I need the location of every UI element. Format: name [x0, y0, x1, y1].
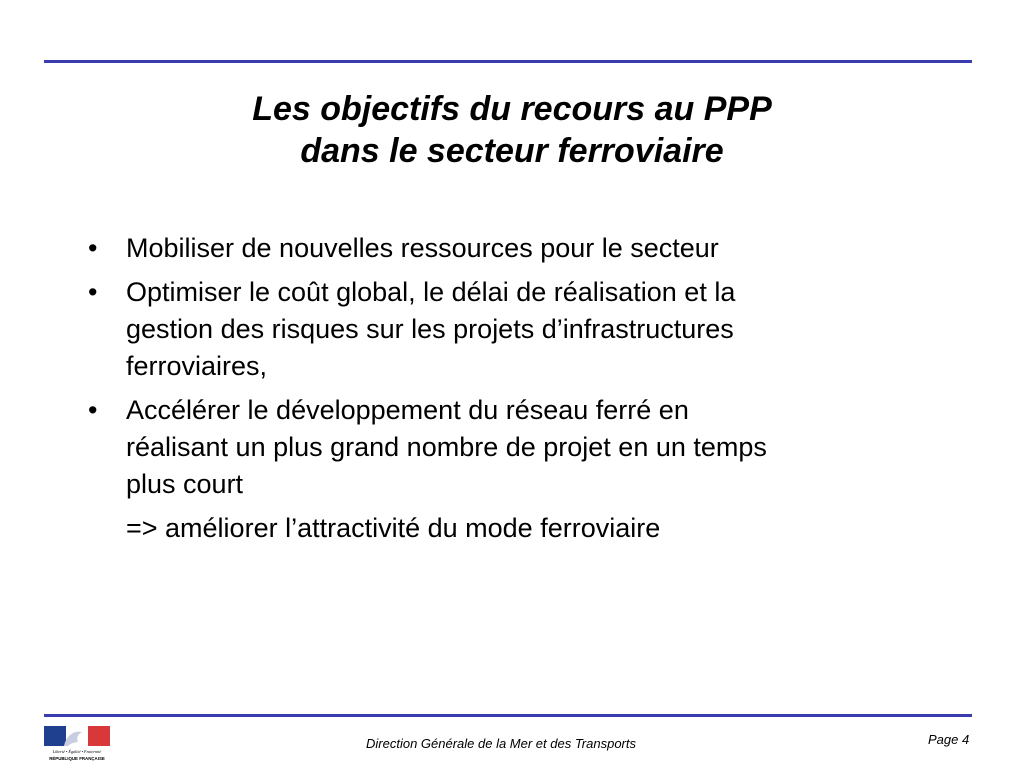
bullet-item	[88, 230, 968, 267]
republique-francaise-logo	[42, 724, 112, 764]
bullet-text: Optimiser le coût global, le délai de réalisation et la	[126, 277, 736, 307]
slide-title	[0, 88, 1024, 172]
bullet-dot: •	[88, 395, 98, 425]
bottom-divider	[44, 714, 972, 717]
bullet-text: Mobiliser de nouvelles ressources pour le secteur	[126, 233, 719, 263]
bullet-dot: •	[88, 233, 98, 263]
footer-organization: Direction Générale de la Mer et des Transports	[366, 736, 636, 751]
bullet-text: plus court	[126, 469, 244, 499]
bullet-text: Accélérer le développement du réseau ferré en	[126, 395, 689, 425]
title-line-1: Les objectifs du recours au PPP	[252, 90, 772, 128]
title-line-2: dans le secteur ferroviaire	[300, 132, 724, 170]
bullet-list	[88, 230, 968, 547]
bullet-text: gestion des risques sur les projets d’infrastructures	[126, 314, 734, 344]
page-number: Page 4	[928, 732, 970, 747]
bullet-item	[88, 392, 968, 503]
bullet-dot: •	[88, 277, 98, 307]
conclusion-text: => améliorer l’attractivité du mode ferroviaire	[126, 513, 661, 543]
logo-motto: Liberté • Égalité • Fraternité	[52, 749, 102, 754]
bullet-item	[88, 274, 968, 385]
bullet-text: réalisant un plus grand nombre de projet en un temps	[126, 432, 767, 462]
bullet-text: ferroviaires,	[126, 351, 268, 381]
top-divider	[44, 60, 972, 63]
logo-country: RÉPUBLIQUE FRANÇAISE	[49, 756, 105, 761]
